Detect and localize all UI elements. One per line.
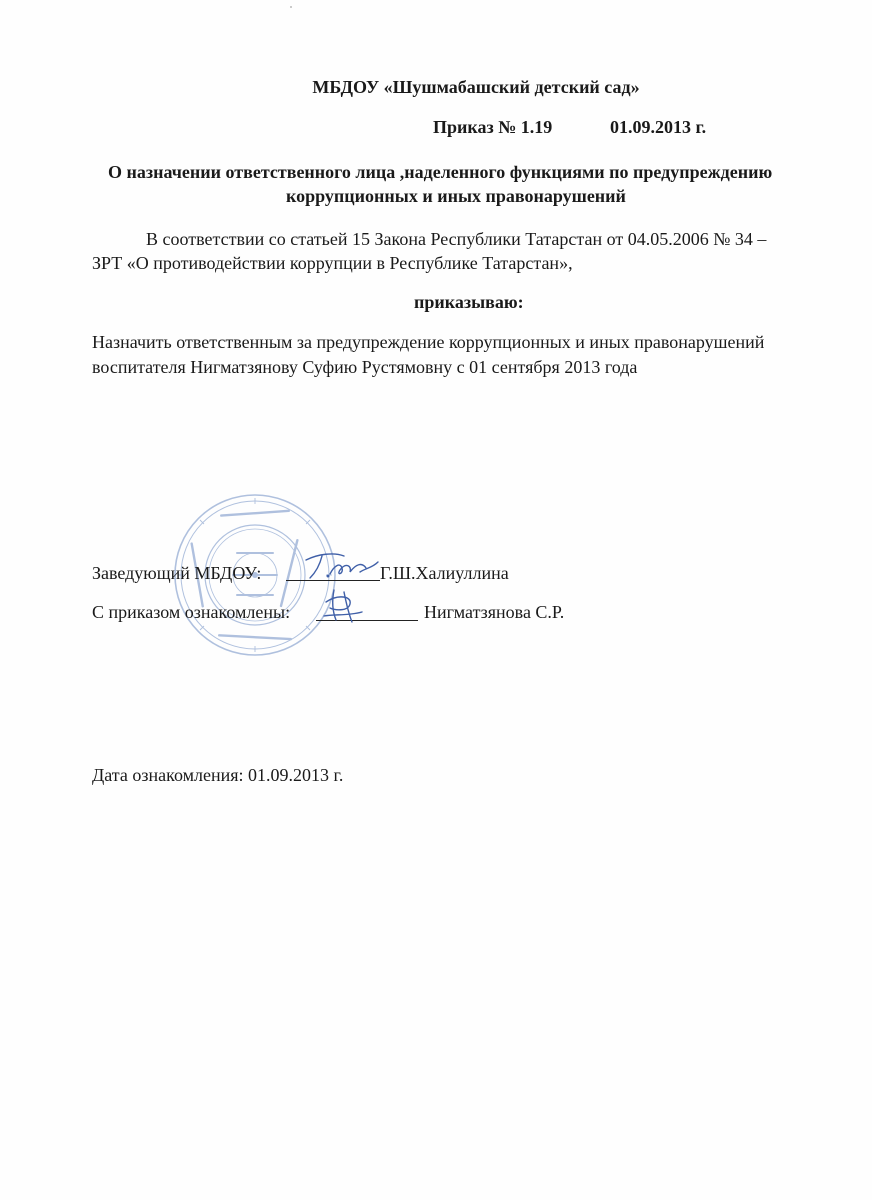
order-date: 01.09.2013 г. <box>610 117 707 137</box>
scan-speck <box>290 6 292 8</box>
familiarization-date: Дата ознакомления: 01.09.2013 г. <box>92 765 344 785</box>
organization-name: МБДОУ «Шушмабашский детский сад» <box>312 77 640 97</box>
head-signature-label: Заведующий МБДОУ: <box>92 563 262 583</box>
familiarized-handwritten-signature <box>318 586 368 626</box>
order-title-line-1: О назначении ответственного лица ,наделенного функциями по предупреждению <box>108 162 773 182</box>
order-body-line-1: Назначить ответственным за предупреждение коррупционных и иных правонарушений <box>92 332 765 352</box>
order-directive: приказываю: <box>414 292 524 312</box>
order-number: Приказ № 1.19 <box>433 117 553 137</box>
head-handwritten-signature <box>300 548 382 584</box>
order-title-line-2: коррупционных и иных правонарушений <box>286 186 626 206</box>
familiarized-label: С приказом ознакомлены: <box>92 602 291 622</box>
preamble-line-1: В соответствии со статьей 15 Закона Республики Татарстан от 04.05.2006 № 34 – <box>146 229 767 249</box>
familiarized-name: Нигматзянова С.Р. <box>424 602 565 622</box>
order-body-line-2: воспитателя Нигматзянову Суфию Рустямовну с 01 сентября 2013 года <box>92 357 638 377</box>
preamble-line-2: ЗРТ «О противодействии коррупции в Республике Татарстан», <box>92 253 573 273</box>
head-name: Г.Ш.Халиуллина <box>380 563 509 583</box>
